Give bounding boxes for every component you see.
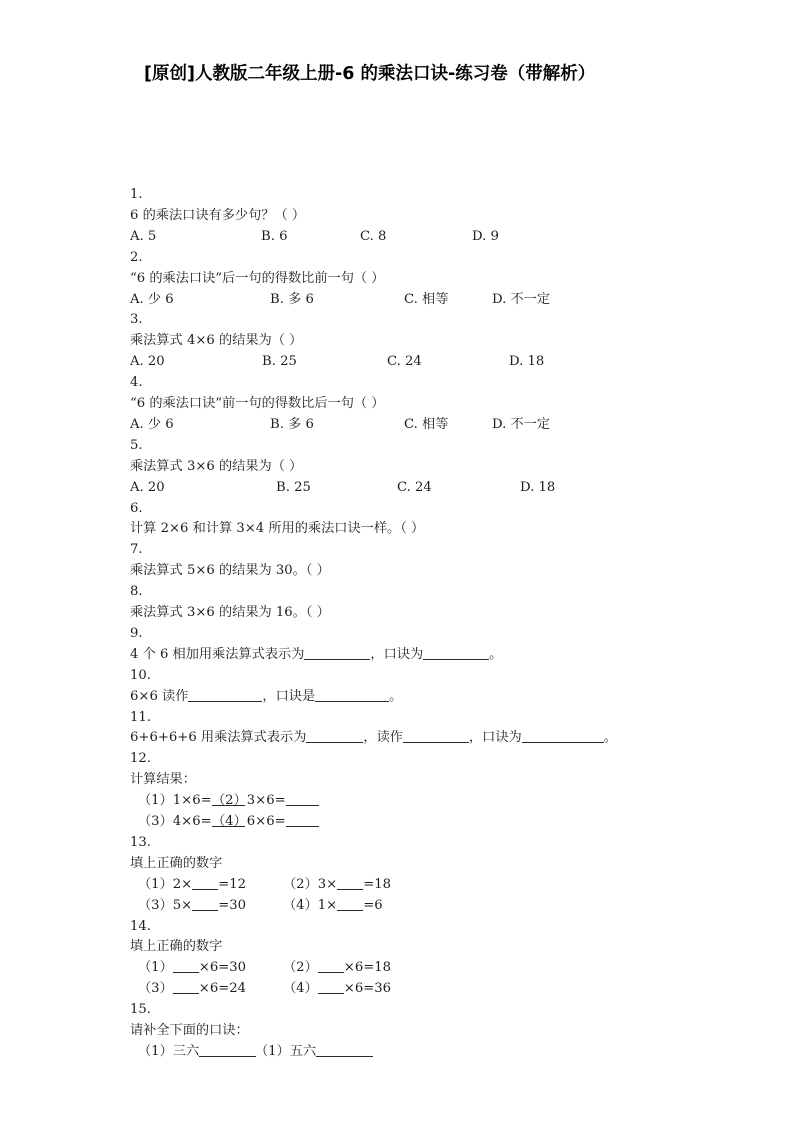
question-number: 10. xyxy=(130,667,151,683)
question-number: 8. xyxy=(130,584,143,600)
sub-item xyxy=(255,1042,373,1063)
option-a[interactable]: A. 20 xyxy=(130,479,165,495)
fill-blank[interactable] xyxy=(423,646,489,660)
question-2 xyxy=(130,248,670,311)
option-d[interactable]: D. 不一定 xyxy=(492,416,551,432)
fill-blank[interactable] xyxy=(337,897,363,911)
question-1 xyxy=(130,185,670,248)
option-d[interactable]: D. 9 xyxy=(472,228,499,244)
exercise-body xyxy=(130,185,670,1063)
fill-blank[interactable] xyxy=(318,980,344,994)
stem-text-post: 。 xyxy=(603,730,617,746)
question-8 xyxy=(130,582,670,624)
fill-blank[interactable] xyxy=(173,959,199,973)
question-stem: 请补全下面的口诀： xyxy=(130,1023,249,1039)
sub-item-prefix: （1）三六 xyxy=(138,1043,200,1059)
stem-text-mid: ，读作 xyxy=(363,730,403,746)
fill-blank[interactable] xyxy=(337,876,363,890)
page-title: [原创]人教版二年级上册-6 的乘法口诀-练习卷（带解析） xyxy=(144,64,596,84)
question-13 xyxy=(130,833,670,917)
question-12 xyxy=(130,749,670,833)
sub-item xyxy=(138,875,246,896)
sub-item-suffix: ×6=24 xyxy=(198,981,247,997)
option-row xyxy=(130,352,670,373)
fill-blank[interactable] xyxy=(188,688,262,702)
sub-row xyxy=(130,958,670,979)
question-stem xyxy=(130,645,670,666)
question-10 xyxy=(130,666,670,708)
question-stem: 计算结果： xyxy=(130,772,196,788)
sub-item xyxy=(283,875,391,896)
fill-blank[interactable] xyxy=(522,729,604,743)
fill-blank[interactable] xyxy=(286,813,319,827)
sub-item xyxy=(138,979,246,1000)
question-stem xyxy=(130,728,670,749)
sub-item-suffix: ×6=18 xyxy=(343,960,392,976)
question-number: 14. xyxy=(130,918,151,934)
question-number: 15. xyxy=(130,1002,151,1018)
question-number: 11. xyxy=(130,709,151,725)
stem-text-mid: ，口诀是 xyxy=(262,688,316,704)
option-row xyxy=(130,415,670,436)
fill-blank[interactable] xyxy=(199,1043,256,1057)
option-c[interactable]: C. 24 xyxy=(387,354,422,370)
question-number: 2. xyxy=(130,249,143,265)
sub-item-suffix: =18 xyxy=(363,876,392,892)
stem-text-pre: 6+6+6+6 用乘法算式表示为 xyxy=(130,730,307,746)
question-stem xyxy=(130,687,670,708)
sub-item-label: （2）3×6= xyxy=(212,793,286,809)
option-b[interactable]: B. 25 xyxy=(262,354,297,370)
option-b[interactable]: B. 6 xyxy=(261,228,288,244)
option-c[interactable]: C. 相等 xyxy=(404,291,449,307)
sub-item-suffix: =30 xyxy=(218,897,247,913)
sub-row xyxy=(130,875,670,896)
sub-item xyxy=(138,896,246,917)
question-stem: 乘法算式 3×6 的结果为（ ） xyxy=(130,458,303,474)
question-stem: 乘法算式 5×6 的结果为 30。（ ） xyxy=(130,563,330,579)
fill-blank[interactable] xyxy=(306,729,363,743)
stem-text-pre: 6×6 读作 xyxy=(130,688,189,704)
question-stem: 6 的乘法口诀有多少句？（ ） xyxy=(130,207,306,223)
sub-item-suffix: ×6=36 xyxy=(343,981,392,997)
question-stem: 乘法算式 4×6 的结果为（ ） xyxy=(130,333,303,349)
fill-blank[interactable] xyxy=(315,688,389,702)
sub-item-prefix: （3） xyxy=(138,981,173,997)
option-b[interactable]: B. 多 6 xyxy=(270,416,314,432)
sub-item-prefix: （4） xyxy=(283,981,318,997)
sub-item-prefix: （1）2× xyxy=(138,876,193,892)
option-row xyxy=(130,290,670,311)
question-number: 12. xyxy=(130,751,151,767)
sub-row xyxy=(130,896,670,917)
sub-row xyxy=(130,791,670,812)
sub-item xyxy=(283,979,391,1000)
question-stem: 计算 2×6 和计算 3×4 所用的乘法口诀一样。（ ） xyxy=(130,521,425,537)
sub-item-prefix: （4）1× xyxy=(283,897,338,913)
fill-blank[interactable] xyxy=(316,1043,373,1057)
option-a[interactable]: A. 少 6 xyxy=(130,291,174,307)
question-stem: 乘法算式 3×6 的结果为 16。（ ） xyxy=(130,605,330,621)
fill-blank[interactable] xyxy=(318,959,344,973)
question-4 xyxy=(130,373,670,436)
fill-blank[interactable] xyxy=(192,876,218,890)
sub-item-prefix: （3）5× xyxy=(138,897,193,913)
fill-blank[interactable] xyxy=(304,646,370,660)
sub-item-label: （1）1×6= xyxy=(138,793,212,809)
option-a[interactable]: A. 5 xyxy=(130,228,157,244)
sub-row xyxy=(130,812,670,833)
question-14 xyxy=(130,917,670,1001)
question-stem: “6 的乘法口诀”前一句的得数比后一句（ ） xyxy=(130,396,385,412)
question-15 xyxy=(130,1000,670,1063)
stem-text-post: 。 xyxy=(489,646,503,662)
question-number: 7. xyxy=(130,542,143,558)
sub-item-suffix: ×6=30 xyxy=(198,960,247,976)
stem-text-mid2: ，口诀为 xyxy=(468,730,522,746)
sub-item-label: （3）4×6= xyxy=(138,814,212,830)
question-3 xyxy=(130,310,670,373)
question-number: 5. xyxy=(130,437,143,453)
option-b[interactable]: B. 25 xyxy=(276,479,311,495)
sub-item-prefix: （1）五六 xyxy=(255,1043,317,1059)
option-d[interactable]: D. 18 xyxy=(509,354,545,370)
question-number: 13. xyxy=(130,834,151,850)
question-11 xyxy=(130,708,670,750)
stem-text-post: 。 xyxy=(389,688,403,704)
sub-item xyxy=(138,1042,256,1063)
sub-item xyxy=(138,958,246,979)
option-row xyxy=(130,478,670,499)
option-row xyxy=(130,227,670,248)
sub-item xyxy=(283,896,383,917)
stem-text-pre: 4 个 6 相加用乘法算式表示为 xyxy=(130,646,305,662)
sub-item-prefix: （1） xyxy=(138,960,173,976)
option-b[interactable]: B. 多 6 xyxy=(270,291,314,307)
question-6 xyxy=(130,499,670,541)
sub-row xyxy=(130,1042,670,1063)
sub-item xyxy=(212,812,319,833)
question-number: 3. xyxy=(130,312,143,328)
question-number: 6. xyxy=(130,500,143,516)
fill-blank[interactable] xyxy=(403,729,469,743)
question-stem: 填上正确的数字 xyxy=(130,855,223,871)
question-9 xyxy=(130,624,670,666)
option-d[interactable]: D. 不一定 xyxy=(492,291,551,307)
option-c[interactable]: C. 8 xyxy=(360,228,387,244)
sub-item-label: （4）6×6= xyxy=(212,814,286,830)
sub-item-suffix: =12 xyxy=(218,876,247,892)
question-number: 4. xyxy=(130,375,143,391)
sub-item-suffix: =6 xyxy=(363,897,383,913)
fill-blank[interactable] xyxy=(192,897,218,911)
question-5 xyxy=(130,436,670,499)
stem-text-mid: ，口诀为 xyxy=(370,646,424,662)
question-stem: 填上正确的数字 xyxy=(130,939,223,955)
question-number: 9. xyxy=(130,625,143,641)
sub-row xyxy=(130,979,670,1000)
fill-blank[interactable] xyxy=(286,792,319,806)
option-a[interactable]: A. 20 xyxy=(130,354,165,370)
option-d[interactable]: D. 18 xyxy=(520,479,556,495)
option-a[interactable]: A. 少 6 xyxy=(130,416,174,432)
sub-item-prefix: （2）3× xyxy=(283,876,338,892)
sub-item-prefix: （2） xyxy=(283,960,318,976)
question-number: 1. xyxy=(130,187,143,202)
fill-blank[interactable] xyxy=(173,980,199,994)
sub-item xyxy=(212,791,319,812)
option-c[interactable]: C. 相等 xyxy=(404,416,449,432)
question-7 xyxy=(130,540,670,582)
sub-item xyxy=(283,958,391,979)
question-stem: “6 的乘法口诀”后一句的得数比前一句（ ） xyxy=(130,270,385,286)
option-c[interactable]: C. 24 xyxy=(397,479,432,495)
